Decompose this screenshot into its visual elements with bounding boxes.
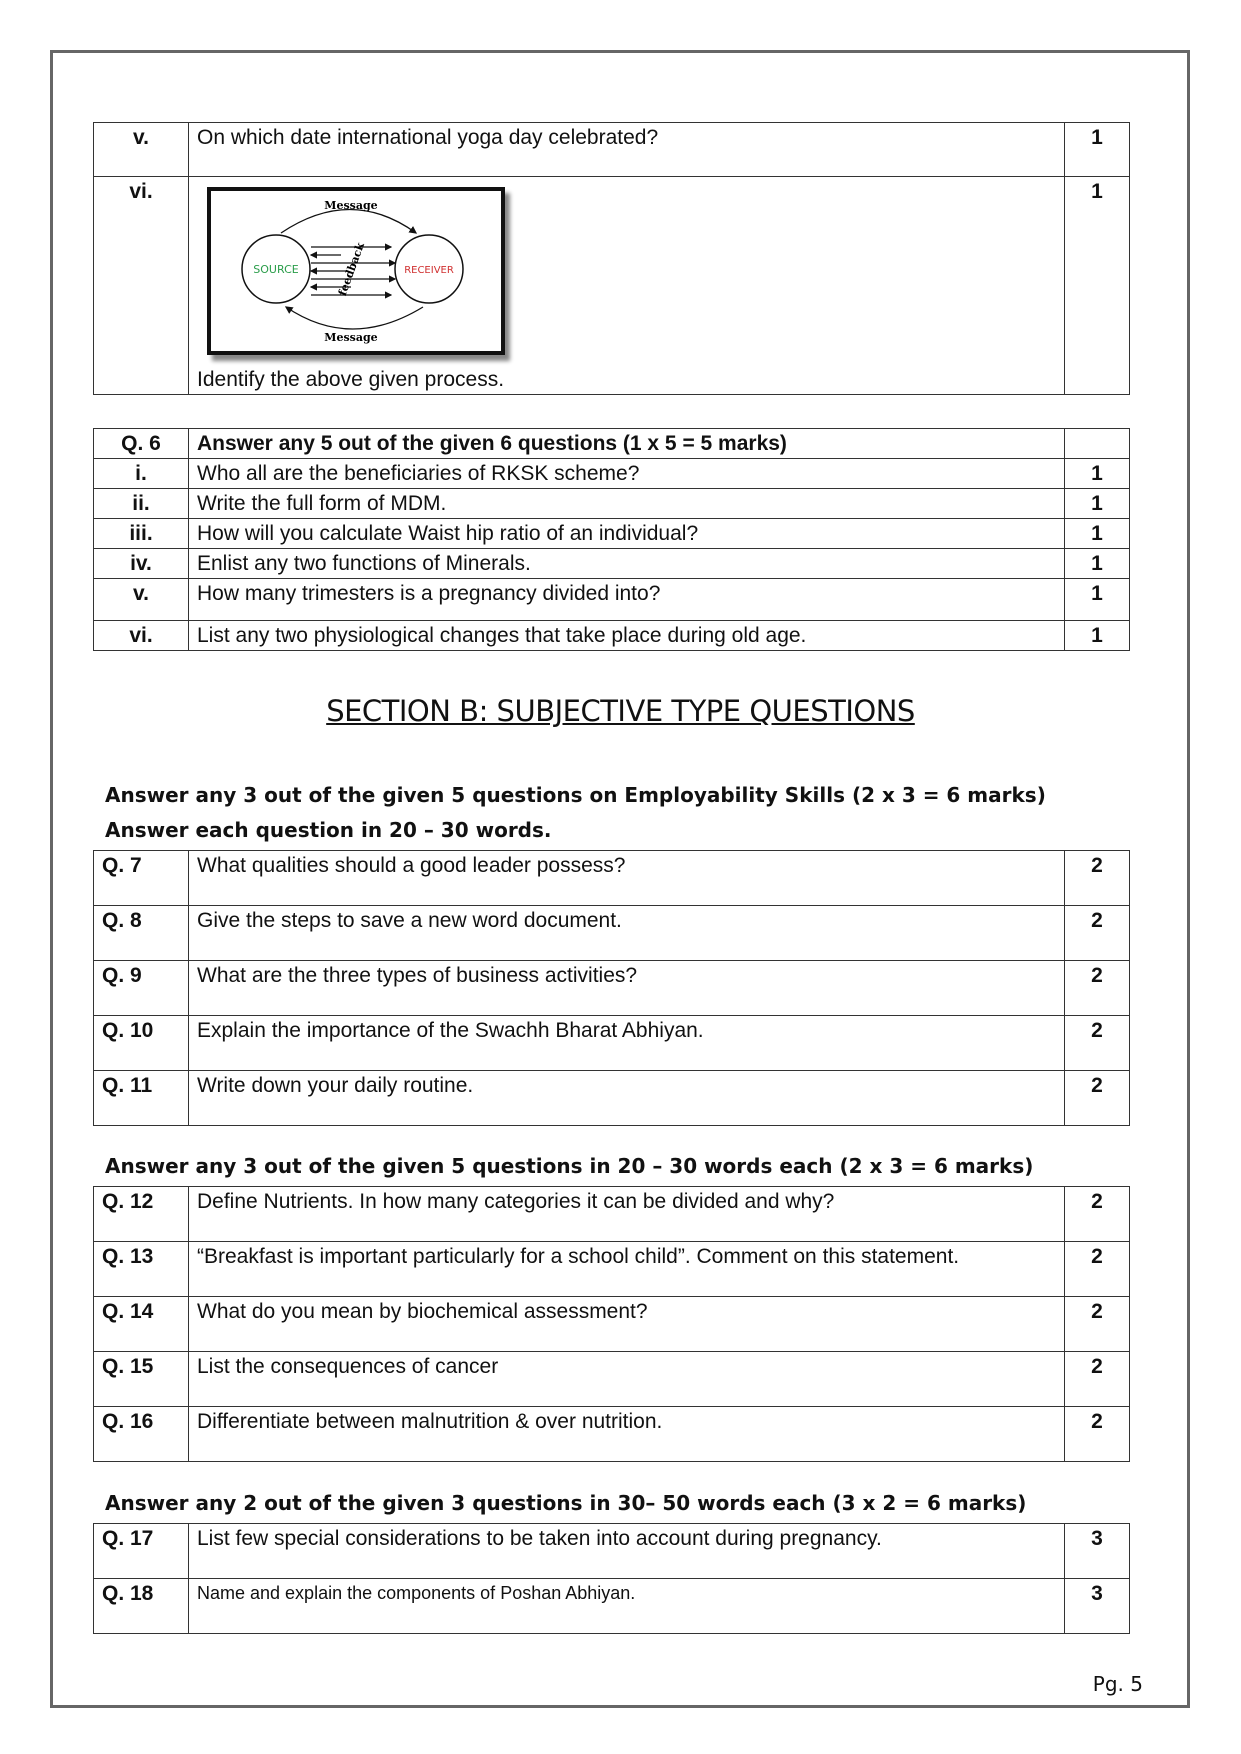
table-row <box>94 459 1130 489</box>
question-text: Name and explain the components of Poshan Abhiyan. <box>189 1579 1065 1634</box>
question-marks: 1 <box>1065 177 1130 395</box>
question-marks: 2 <box>1065 961 1130 1016</box>
question-marks: 2 <box>1065 1071 1130 1126</box>
instruction-block-3: Answer any 2 out of the given 3 questions in 30– 50 words each (3 x 2 = 6 marks) <box>105 1491 1027 1515</box>
communication-diagram-svg <box>211 191 501 351</box>
question-marks: 2 <box>1065 906 1130 961</box>
question-number: Q. 11 <box>94 1071 189 1126</box>
table-row <box>94 1297 1130 1352</box>
question-number: ii. <box>94 489 189 519</box>
table-row <box>94 123 1130 177</box>
question-text: Who all are the beneficiaries of RKSK scheme? <box>189 459 1065 489</box>
question-marks: 2 <box>1065 1016 1130 1071</box>
table-row <box>94 906 1130 961</box>
question-text: What qualities should a good leader possess? <box>189 851 1065 906</box>
question-text: List the consequences of cancer <box>189 1352 1065 1407</box>
table-row <box>94 177 1130 395</box>
question-text: Give the steps to save a new word document. <box>189 906 1065 961</box>
table-row <box>94 1016 1130 1071</box>
question-marks: 3 <box>1065 1579 1130 1634</box>
question-text: On which date international yoga day celebrated? <box>189 123 1065 177</box>
diagram-top-label: Message <box>324 199 378 212</box>
question-number: vi. <box>94 177 189 395</box>
question-marks <box>1065 429 1130 459</box>
question-text: List any two physiological changes that take place during old age. <box>189 621 1065 651</box>
table-row <box>94 1242 1130 1297</box>
question-number: Q. 8 <box>94 906 189 961</box>
question-cell <box>189 177 1065 395</box>
table-row <box>94 1187 1130 1242</box>
question-marks: 3 <box>1065 1524 1130 1579</box>
question-text: How will you calculate Waist hip ratio of an individual? <box>189 519 1065 549</box>
table-row <box>94 1407 1130 1462</box>
q6-heading: Answer any 5 out of the given 6 questions (1 x 5 = 5 marks) <box>189 429 1065 459</box>
table-row <box>94 1579 1130 1634</box>
question-number: Q. 15 <box>94 1352 189 1407</box>
long-answer-questions-table <box>93 1523 1130 1634</box>
table-row <box>94 489 1130 519</box>
question-number: v. <box>94 123 189 177</box>
section-b-title: SECTION B: SUBJECTIVE TYPE QUESTIONS <box>326 694 915 728</box>
table-row <box>94 961 1130 1016</box>
question-marks: 1 <box>1065 123 1130 177</box>
question-marks: 2 <box>1065 1352 1130 1407</box>
question-number: Q. 12 <box>94 1187 189 1242</box>
question-number: iv. <box>94 549 189 579</box>
question-marks: 1 <box>1065 579 1130 621</box>
communication-process-diagram <box>207 187 505 355</box>
question-text: Explain the importance of the Swachh Bharat Abhiyan. <box>189 1016 1065 1071</box>
question-text: What are the three types of business activities? <box>189 961 1065 1016</box>
question-marks: 2 <box>1065 1407 1130 1462</box>
table-row <box>94 579 1130 621</box>
question-marks: 1 <box>1065 621 1130 651</box>
question-text: Define Nutrients. In how many categories it can be divided and why? <box>189 1187 1065 1242</box>
question-text: Differentiate between malnutrition & over nutrition. <box>189 1407 1065 1462</box>
page-number: Pg. 5 <box>1092 1672 1143 1696</box>
q6-table <box>93 428 1130 651</box>
question-number: v. <box>94 579 189 621</box>
question-marks: 2 <box>1065 1297 1130 1352</box>
instruction-block-2: Answer any 3 out of the given 5 questions in 20 – 30 words each (2 x 3 = 6 marks) <box>105 1154 1034 1178</box>
table-row <box>94 1524 1130 1579</box>
instruction-word-limit: Answer each question in 20 – 30 words. <box>105 818 552 842</box>
question-marks: 2 <box>1065 1187 1130 1242</box>
question-number: Q. 6 <box>94 429 189 459</box>
question-number: Q. 17 <box>94 1524 189 1579</box>
employability-questions-table <box>93 850 1130 1126</box>
question-text: Enlist any two functions of Minerals. <box>189 549 1065 579</box>
question-number: Q. 14 <box>94 1297 189 1352</box>
table-row <box>94 549 1130 579</box>
question-text: Write the full form of MDM. <box>189 489 1065 519</box>
question-marks: 2 <box>1065 1242 1130 1297</box>
question-text: How many trimesters is a pregnancy divided into? <box>189 579 1065 621</box>
question-marks: 1 <box>1065 549 1130 579</box>
diagram-feedback-label: feedback <box>335 240 368 298</box>
question-text: What do you mean by biochemical assessment? <box>189 1297 1065 1352</box>
question-number: iii. <box>94 519 189 549</box>
question-text: List few special considerations to be taken into account during pregnancy. <box>189 1524 1065 1579</box>
question-marks: 1 <box>1065 459 1130 489</box>
instruction-employability: Answer any 3 out of the given 5 questions on Employability Skills (2 x 3 = 6 marks) <box>105 783 1046 807</box>
question-number: Q. 10 <box>94 1016 189 1071</box>
question-number: Q. 7 <box>94 851 189 906</box>
question-number: Q. 16 <box>94 1407 189 1462</box>
question-marks: 2 <box>1065 851 1130 906</box>
question-number: Q. 18 <box>94 1579 189 1634</box>
question-text: Identify the above given process. <box>197 368 505 391</box>
diagram-receiver-label: RECEIVER <box>404 265 454 276</box>
table-row <box>94 1071 1130 1126</box>
question-number: vi. <box>94 621 189 651</box>
question-number: i. <box>94 459 189 489</box>
question-number: Q. 13 <box>94 1242 189 1297</box>
question-marks: 1 <box>1065 489 1130 519</box>
section-a-table-continued <box>93 122 1130 395</box>
table-row <box>94 851 1130 906</box>
question-text: “Breakfast is important particularly for a school child”. Comment on this statement. <box>189 1242 1065 1297</box>
diagram-bottom-label: Message <box>324 331 378 344</box>
question-number: Q. 9 <box>94 961 189 1016</box>
table-row <box>94 519 1130 549</box>
question-marks: 1 <box>1065 519 1130 549</box>
table-row <box>94 429 1130 459</box>
table-row <box>94 621 1130 651</box>
question-text: Write down your daily routine. <box>189 1071 1065 1126</box>
nutrition-questions-table <box>93 1186 1130 1462</box>
table-row <box>94 1352 1130 1407</box>
diagram-source-label: SOURCE <box>253 263 299 276</box>
